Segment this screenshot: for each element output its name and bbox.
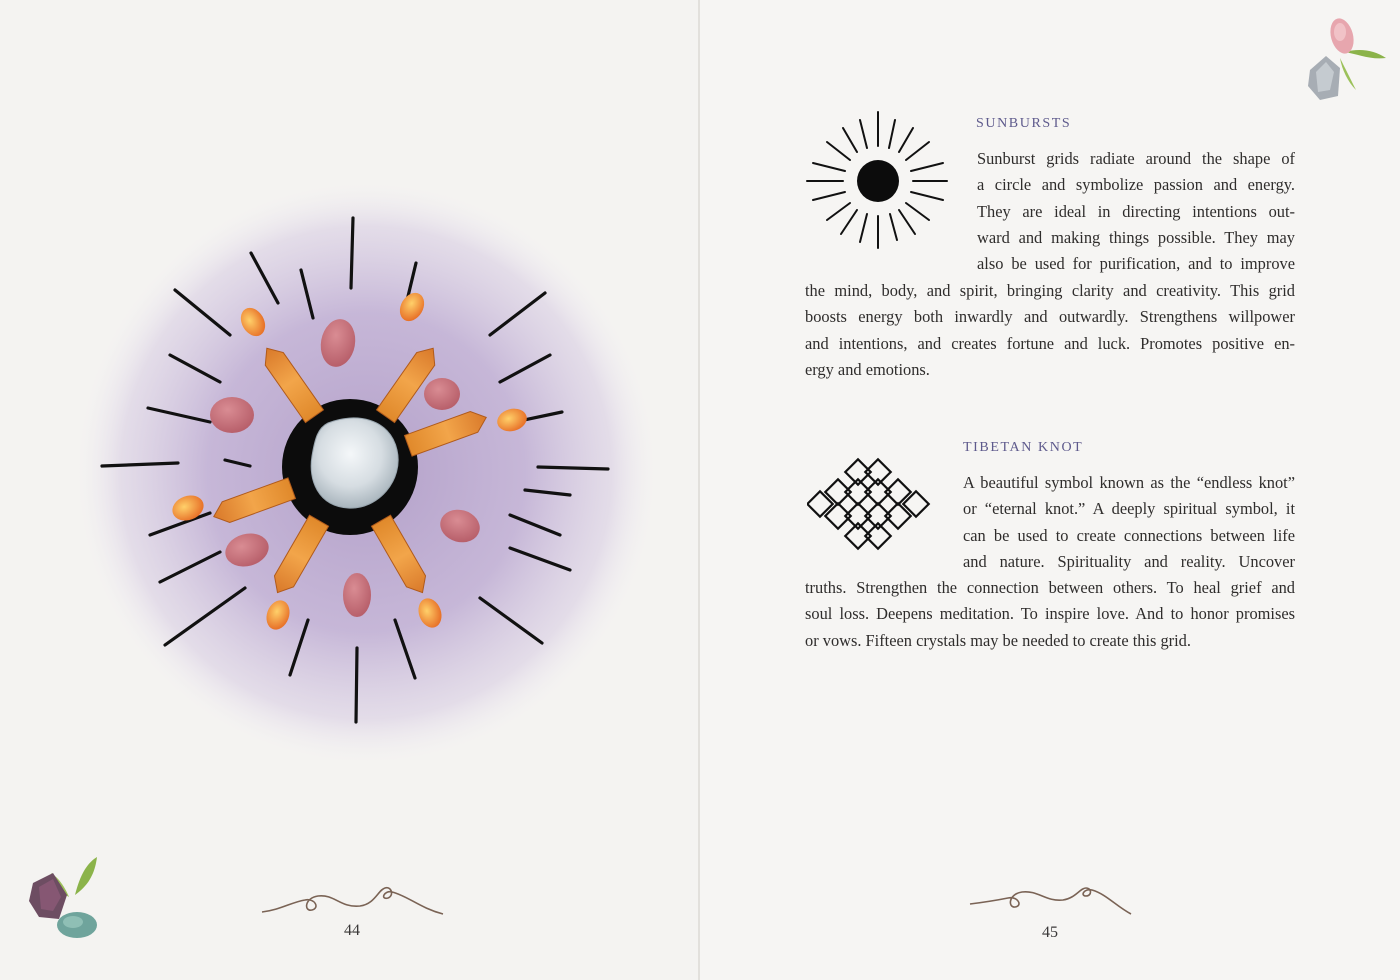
endless-knot-icon — [807, 455, 937, 555]
text-line: can be used to create connections between life — [963, 525, 1295, 545]
text-line: Sunburst grids radiate around the shape of — [977, 149, 1295, 168]
section-heading-sunbursts: SUNBURSTS — [976, 116, 1072, 131]
tibetan-knot-paragraph-full — [805, 575, 1295, 654]
text-line: soul loss. Deepens meditation. To inspire love. And to honor promises — [805, 604, 1295, 624]
text-line: ward and making things possible. They may — [977, 227, 1295, 247]
page-flourish — [260, 880, 445, 920]
text-line: or vows. Fifteen crystals may be needed to create this grid. — [805, 630, 1191, 650]
page-flourish-right — [968, 880, 1133, 920]
text-line: A beautiful symbol known as the “endless knot” — [963, 473, 1295, 492]
tibetan-knot-paragraph-indented — [963, 470, 1295, 575]
text-line: boosts energy both inwardly and outwardly. Strengthens willpower — [805, 307, 1295, 327]
sunbursts-paragraph-indented — [977, 146, 1295, 277]
text-line: They are ideal in directing intentions out- — [977, 201, 1295, 221]
sunbursts-paragraph-full — [805, 278, 1295, 383]
page-number-left: 44 — [344, 922, 360, 939]
text-line: a circle and symbolize passion and energy. — [977, 175, 1295, 195]
text-line: also be used for purification, and to improve — [977, 254, 1295, 274]
crystal-leaf-decoration — [25, 855, 105, 945]
text-line: ergy and emotions. — [805, 359, 930, 379]
left-page — [0, 0, 699, 980]
text-line: truths. Strengthen the connection between others. To heal grief and — [805, 578, 1295, 597]
text-line: and nature. Spirituality and reality. Uncover — [963, 551, 1295, 571]
right-page — [700, 0, 1400, 980]
crystal-leaf-decoration-top — [1300, 12, 1390, 107]
sunburst-icon — [805, 108, 950, 253]
sunburst-crystal-grid-illustration — [60, 150, 680, 790]
text-line: and intentions, and creates fortune and luck. Promotes positive en- — [805, 333, 1295, 353]
section-heading-tibetan-knot: TIBETAN KNOT — [963, 440, 1084, 455]
text-line: the mind, body, and spirit, bringing clarity and creativity. This grid — [805, 281, 1295, 300]
page-number-right: 45 — [1042, 924, 1058, 941]
text-line: or “eternal knot.” A deeply spiritual symbol, it — [963, 499, 1295, 519]
